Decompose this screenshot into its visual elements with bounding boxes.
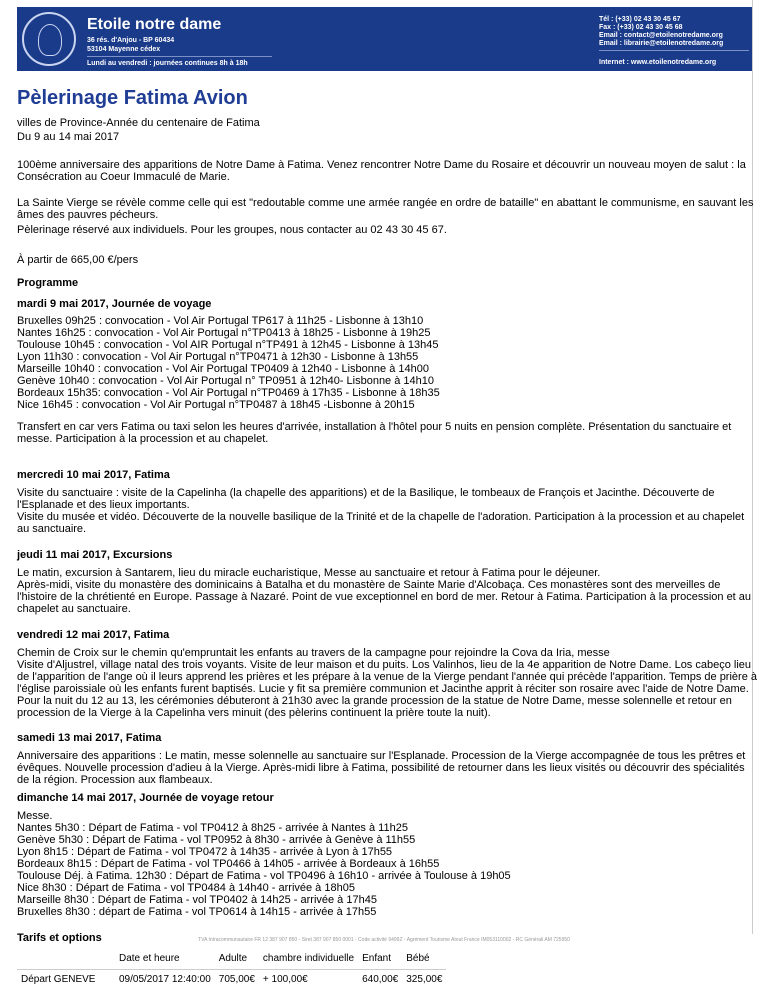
flight-line: Bordeaux 15h35: convocation - Vol Air Portugal n°TP0469 à 17h35 - Lisbonne à 18h35 <box>17 387 440 399</box>
day-text: Visite du musée et vidéo. Découverte de la nouvelle basilique de la Trinité et de la chapelle de l'adoration. Participation à la procession et au chapelet au sanctuaire. <box>17 511 745 535</box>
column-header: Adulte <box>218 953 248 964</box>
intro-paragraph: La Sainte Vierge se révèle comme celle qui est "redoutable comme une armée rangée en ordre de bataille" en abattant le communisme, en sauvant les âmes des pauvres pécheurs. <box>17 197 754 221</box>
price-baby: 325,00€ <box>406 974 443 985</box>
day-text: Visite du sanctuaire : visite de la Capelinha (la chapelle des apparitions) et de la Basilique, le tombeaux de François et Jacinthe. Découverte de l'Esplanade et des lieux importants. <box>17 487 715 511</box>
day-heading: samedi 13 mai 2017, Fatima <box>17 732 162 744</box>
day-heading: dimanche 14 mai 2017, Journée de voyage retour <box>17 792 274 804</box>
flight-line: Lyon 11h30 : convocation - Vol Air Portugal n°TP0471 à 12h30 - Lisbonne à 13h55 <box>17 351 419 363</box>
fax: Fax : (+33) 02 43 30 45 68 <box>599 24 683 31</box>
price: À partir de 665,00 €/pers <box>17 254 139 266</box>
tarifs-table <box>17 949 446 990</box>
day-heading: mercredi 10 mai 2017, Fatima <box>17 469 170 481</box>
day-section <box>17 298 757 445</box>
tarifs-heading: Tarifs et options <box>17 932 102 944</box>
departure-datetime: 09/05/2017 12:40:00 <box>119 974 211 985</box>
address-line-1: 36 rés. d'Anjou - BP 60434 <box>87 37 175 44</box>
day-heading: jeudi 11 mai 2017, Excursions <box>17 549 173 561</box>
divider <box>599 50 749 51</box>
flight-line: Marseille 8h30 : Départ de Fatima - vol TP0402 à 14h25 - arrivée à 17h45 <box>17 894 377 906</box>
day-text: Chemin de Croix sur le chemin qu'empruntait les enfants au travers de la campagne pour rejoindre la Cova da Iria, messe <box>17 647 610 659</box>
price-single-room: + 100,00€ <box>262 974 308 985</box>
intro-paragraph: Pèlerinage réservé aux individuels. Pour les groupes, nous contacter au 02 43 30 45 67. <box>17 224 447 236</box>
legal-footer: TVA Intracommunautaire FR 12 387 907 850 - Siret 387 907 850 0001 - Code activité 9499Z - Agrément Tourisme Atout France IM053110002 - RC Générali AM 725950 <box>198 937 570 943</box>
day-text: Anniversaire des apparitions : Le matin, messe solennelle au sanctuaire sur l'Esplanade. Procession de la Vierge accompagnée de tous les prêtres et évêques. Nouvelle procession d'adieu à la Vierge. Après-midi libre à Fatima, possibilité de retourner dans les lieux visités ou découvrir des spécialités de la région. Procession aux flambeaux. <box>17 750 746 786</box>
price-child: 640,00€ <box>362 974 399 985</box>
flight-line: Lyon 8h15 : Départ de Fatima - vol TP0472 à 14h35 - arrivée à Lyon à 17h55 <box>17 846 393 858</box>
flight-line: Toulouse Déj. à Fatima. 12h30 : Départ de Fatima - vol TP0496 à 16h10 - arrivée à Toulouse à 19h05 <box>17 870 511 882</box>
day-text: Le matin, excursion à Santarem, lieu du miracle eucharistique, Messe au sanctuaire et retour à Fatima pour le déjeuner. <box>17 567 601 579</box>
logo <box>22 12 76 66</box>
flight-line: Bruxelles 09h25 : convocation - Vol Air Portugal TP617 à 11h25 - Lisbonne à 13h10 <box>17 315 424 327</box>
madonna-icon <box>38 24 62 56</box>
table-header-row <box>17 949 446 970</box>
divider <box>87 56 272 57</box>
day-text: Visite d'Aljustrel, village natal des trois voyants. Visite de leur maison et du puits. Los Valinhos, lieu de la 4e apparition de Notre Dame. Los cabeço lieu de l'apparition de l'ange où il leurs apprend les prières et les prépare à la venue de la Vierge pendant l'année qui précède l'apparition. Temps de prière à l'église paroissiale où les enfants furent baptisés. Lucie y fit sa première communion et Jacinthe apprit à réciter son rosaire avec l'aide de Notre Dame. <box>17 659 757 695</box>
intro-paragraph: 100ème anniversaire des apparitions de Notre Dame à Fatima. Venez rencontrer Notre Dame du Rosaire et découvrir un nouveau moyen de salut : la Consécration au Coeur Immaculé de Marie. <box>17 159 746 183</box>
address-line-2: 53104 Mayenne cédex <box>87 46 161 53</box>
opening-hours: Lundi au vendredi : journées continues 8h à 18h <box>87 60 248 67</box>
column-header <box>17 949 115 970</box>
column-header: Enfant <box>362 953 392 964</box>
email-contact[interactable]: Email : contact@etoilenotredame.org <box>599 32 723 39</box>
phone: Tél : (+33) 02 43 30 45 67 <box>599 16 681 23</box>
flight-line: Genève 5h30 : Départ de Fatima - vol TP0952 à 8h30 - arrivée à Genève à 11h55 <box>17 834 416 846</box>
page-title: Pèlerinage Fatima Avion <box>17 87 248 109</box>
day-section <box>17 732 757 786</box>
day-section <box>17 549 757 615</box>
departure-city: Départ GENEVE <box>21 974 96 985</box>
flight-line: Marseille 10h40 : convocation - Vol Air Portugal TP0409 à 12h40 - Lisbonne à 14h00 <box>17 363 429 375</box>
flight-line: Nantes 5h30 : Départ de Fatima - vol TP0412 à 8h25 - arrivée à Nantes à 11h25 <box>17 822 408 834</box>
site-header <box>17 7 753 71</box>
column-header: Date et heure <box>119 953 180 964</box>
column-header: Bébé <box>406 953 430 964</box>
flight-line: Nice 16h45 : convocation - Vol Air Portugal n°TP0487 à 18h45 -Lisbonne à 20h15 <box>17 399 415 411</box>
flight-line: Bordeaux 8h15 : Départ de Fatima - vol TP0466 à 14h05 - arrivée à Bordeaux à 16h55 <box>17 858 440 870</box>
flight-line: Bruxelles 8h30 : départ de Fatima - vol TP0614 à 14h15 - arrivée à 17h55 <box>17 906 377 918</box>
day-heading: vendredi 12 mai 2017, Fatima <box>17 629 170 641</box>
price-adult: 705,00€ <box>218 974 255 985</box>
day-text: Messe. <box>17 810 53 822</box>
flight-line: Nice 8h30 : Départ de Fatima - vol TP0484 à 14h40 - arrivée à 18h05 <box>17 882 355 894</box>
email-librairie[interactable]: Email : librairie@etoilenotredame.org <box>599 40 724 47</box>
trip-dates: Du 9 au 14 mai 2017 <box>17 131 120 143</box>
flight-line: Nantes 16h25 : convocation - Vol Air Portugal n°TP0413 à 18h25 - Lisbonne à 19h25 <box>17 327 431 339</box>
day-heading: mardi 9 mai 2017, Journée de voyage <box>17 298 212 310</box>
main-content <box>17 80 757 990</box>
day-section <box>17 469 757 535</box>
program-heading: Programme <box>17 277 79 289</box>
website-link[interactable]: Internet : www.etoilenotredame.org <box>599 59 717 66</box>
column-header: chambre individuelle <box>262 953 355 964</box>
flight-line: Genève 10h40 : convocation - Vol Air Portugal n° TP0951 à 12h40- Lisbonne à 14h10 <box>17 375 434 387</box>
day-text: Après-midi, visite du monastère des dominicains à Batalha et du monastère de Sainte Marie d'Alcobaça. Ces monastères sont des merveilles de l'histoire de la chrétienté en Europe. Passage à Nazaré. Point de vue exceptionnel en bord de mer. Retour à Fatima. Participation à la procession et au chapelet au sanctuaire. <box>17 579 752 615</box>
day-section <box>17 792 757 918</box>
day-section <box>17 629 757 719</box>
flight-line: Toulouse 10h45 : convocation - Vol AIR Portugal n°TP491 à 12h45 - Lisbonne à 13h45 <box>17 339 439 351</box>
day-paragraph: Transfert en car vers Fatima ou taxi selon les heures d'arrivée, installation à l'hôtel pour 5 nuits en pension complète. Présentation du sanctuaire et messe. Participation à la procession et au chapelet. <box>17 421 732 445</box>
subtitle: villes de Province-Année du centenaire de Fatima <box>17 117 260 129</box>
day-text: Pour la nuit du 12 au 13, les cérémonies débuteront à 21h30 avec la grande procession de la statue de Notre Dame, messe solennelle et retour en procession de la Vierge à la Capelinha vers minuit (des pèlerins continuent la prière toute la nuit). <box>17 695 732 719</box>
table-row <box>17 970 446 991</box>
brand-name: Etoile notre dame <box>87 16 222 33</box>
